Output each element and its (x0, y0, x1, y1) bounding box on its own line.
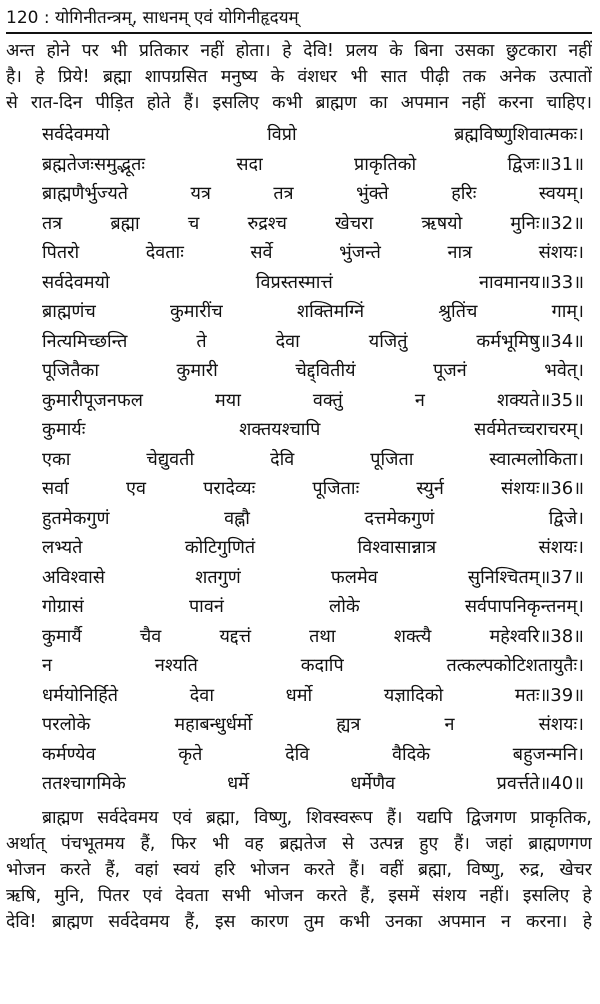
bottom-prose (6, 805, 592, 935)
verse-line (42, 150, 584, 180)
verse-word: खेचरा (335, 212, 374, 234)
verse-word: ह्यत्र (336, 714, 361, 735)
verse-word: भवेत्। (544, 360, 584, 381)
verse-word: नात्र (447, 242, 473, 263)
verse-line (42, 179, 584, 209)
verse-word: शक्त्यै (393, 625, 432, 647)
verse-word: दत्तमेकगुणं (364, 507, 435, 529)
prose-line: देवि! ब्राह्मण सर्वदेवमय हैं, इस कारण तुम कभी उनका अपमान न करना। हे (6, 911, 592, 932)
verse-word: कुमारींच (169, 301, 223, 322)
verse-word: धर्मो (285, 684, 313, 706)
verse-word: तत्र (273, 183, 294, 204)
verse-word: मुनिः॥32॥ (510, 212, 584, 234)
verse-word: सर्वदेवमयो (42, 124, 110, 145)
verse-word: परादेव्यः (203, 478, 256, 499)
verse-word: ब्रह्मा (110, 212, 140, 234)
verse-word: प्रवर्त्तते॥40॥ (496, 773, 584, 794)
verse-word: कर्मभूमिषु॥34॥ (476, 330, 584, 352)
verse-word: ब्राह्मणंच (42, 301, 96, 322)
verse-word: भुंजन्ते (339, 242, 381, 263)
verse-word: च (187, 212, 200, 234)
verse-word: ते (196, 330, 207, 352)
verse-line (42, 120, 584, 150)
verse-word: हुतमेकगुणं (42, 507, 110, 529)
verse-line (42, 740, 584, 770)
prose-line: ऋषि, मुनि, पितर एवं देवता सभी भोजन करते हैं, इसमें संशय नहीं। इसलिए हे (6, 885, 592, 906)
verse-word: तथा (309, 625, 336, 647)
verse-word: कुमार्यै (42, 625, 82, 647)
verse-word: कुमारी (176, 360, 218, 381)
verse-line (42, 769, 584, 799)
verse-word: संशयः॥36॥ (501, 478, 584, 499)
verse-word: संशयः। (538, 714, 584, 735)
verse-line (42, 504, 584, 534)
verse-line (42, 710, 584, 740)
verse-line (42, 533, 584, 563)
verse-word: स्युर्न (416, 478, 444, 499)
verse-word: धर्मयोनिर्हिते (42, 684, 119, 706)
verse-word: श्रुतिंच (438, 301, 478, 322)
verse-word: ब्रह्मविष्णुशिवात्मकः। (454, 124, 584, 145)
verse-word: न (42, 655, 52, 676)
verse-word: हरिः (451, 183, 477, 204)
verse-word: विप्रस्तस्मात्तं (255, 271, 333, 293)
verse-word: न (444, 714, 455, 735)
verse-word: धर्मेणैव (350, 773, 396, 794)
verse-word: पूजिताः (312, 478, 360, 499)
verse-word: महाबन्धुर्धर्मो (174, 714, 253, 735)
verse-word: गाम्। (551, 301, 584, 322)
verse-word: सर्वदेवमयो (42, 271, 110, 293)
verse-line (42, 268, 584, 298)
verse-word: ब्रह्मतेजःसमुद्भूतः (42, 153, 145, 175)
verse-line (42, 209, 584, 239)
verse-word: शतगुणं (195, 566, 241, 588)
verse-word: ऋषयो (421, 212, 463, 234)
verse-word: पितरो (42, 242, 80, 263)
verse-word: एव (126, 478, 146, 499)
verse-word: संशयः। (538, 242, 584, 263)
verse-line (42, 474, 584, 504)
verse-word: यत्र (190, 183, 211, 204)
verse-line (42, 327, 584, 357)
verse-word: ततश्चागमिके (42, 773, 126, 794)
verse-word: सुनिश्चितम्॥37॥ (467, 566, 584, 588)
prose-line: भोजन करते हैं, वहां स्वयं हरि भोजन करते हैं। वहीं ब्रह्मा, विष्णु, रुद्र, खेचर (6, 859, 592, 880)
verse-word: पावनं (188, 596, 224, 617)
verse-word: बहुजन्मनि। (512, 743, 584, 765)
verse-word: वह्नौ (224, 507, 250, 529)
verse-line (42, 415, 584, 445)
verse-line (42, 563, 584, 593)
verse-word: यद्दत्तं (219, 625, 252, 647)
verse-word: अविश्वासे (42, 566, 105, 588)
verse-word: देवा (189, 684, 214, 706)
verse-word: नश्यति (154, 655, 198, 676)
verse-word: विश्वासान्नात्र (357, 537, 437, 558)
verse-word: परलोके (42, 714, 91, 735)
verse-word: कदापि (300, 655, 344, 676)
verse-line (42, 356, 584, 386)
verse-word: स्वयम्। (538, 183, 584, 204)
verse-word: द्विजः॥31॥ (507, 153, 584, 175)
verse-word: पूजनं (433, 360, 467, 381)
verse-line (42, 651, 584, 681)
verse-word: संशयः। (538, 537, 584, 558)
verse-word: कोटिगुणितं (184, 537, 256, 558)
verse-word: कृते (178, 743, 203, 765)
verse-word: द्विजे। (548, 507, 584, 529)
verse-block (6, 120, 592, 799)
verse-word: वैदिके (392, 743, 431, 765)
top-prose (6, 38, 592, 116)
verse-line (42, 386, 584, 416)
prose-line: अर्थात् पंचभूतमय हैं, फिर भी वह ब्रह्मतेज से उत्पन्न हुए हैं। जहां ब्राह्मणगण (6, 833, 592, 854)
verse-word: न (414, 389, 425, 411)
verse-word: कुमार्यः (42, 419, 86, 440)
verse-word: देवताः (145, 242, 184, 263)
verse-word: विप्रो (267, 124, 297, 145)
prose-line: ब्राह्मण सर्वदेवमय एवं ब्रह्मा, विष्णु, शिवस्वरूप हैं। यद्यपि द्विजगण प्राकृतिक, (42, 807, 592, 828)
verse-word: तत्र (42, 212, 63, 234)
verse-word: फलमेव (330, 566, 378, 588)
verse-word: प्राकृतिको (354, 153, 417, 175)
verse-word: पूजितैका (42, 360, 99, 381)
prose-line: अन्त होने पर भी प्रतिकार नहीं होता। हे देवि! प्रलय के बिना उसका छुटकारा नहीं (6, 41, 592, 61)
verse-word: लभ्यते (42, 537, 83, 558)
verse-word: देवि (285, 743, 310, 765)
verse-word: सर्वे (250, 242, 273, 263)
verse-word: चेद्युवती (146, 448, 195, 470)
verse-word: तत्कल्पकोटिशतायुतैः। (446, 655, 584, 676)
verse-word: भुंक्ते (356, 183, 389, 204)
verse-line (42, 592, 584, 622)
verse-line (42, 238, 584, 268)
verse-word: मया (214, 389, 241, 411)
verse-word: शक्तयश्चापि (239, 419, 321, 440)
verse-word: चैव (139, 625, 162, 647)
verse-word: शक्यते॥35॥ (496, 389, 584, 411)
verse-word: यजितुं (368, 330, 408, 352)
verse-word: सर्वपापनिकृन्तनम्। (464, 596, 584, 617)
verse-word: सर्वा (42, 478, 69, 499)
verse-word: सदा (236, 153, 263, 175)
verse-word: देवा (275, 330, 300, 352)
verse-word: चेद्द्वितीयं (295, 360, 356, 381)
verse-word: नित्यमिच्छन्ति (42, 330, 128, 352)
verse-word: स्वात्मलोकिता। (489, 448, 584, 470)
verse-word: एका (42, 448, 71, 470)
verse-word: महेश्वरि॥38॥ (489, 625, 584, 647)
verse-word: गोग्रासं (42, 596, 84, 617)
verse-word: सर्वमेतच्चराचरम्। (474, 419, 584, 440)
verse-word: शक्तिमग्निं (296, 301, 365, 322)
verse-word: नावमानय॥33॥ (479, 271, 584, 293)
verse-word: कर्मण्येव (42, 743, 96, 765)
verse-word: देवि (270, 448, 295, 470)
verse-line (42, 622, 584, 652)
verse-word: रुद्रश्च (247, 212, 287, 234)
prose-line: है। हे प्रिये! ब्रह्मा शापग्रसित मनुष्य के वंशधर भी सात पीढ़ी तक अनेक उत्पातों (6, 67, 592, 87)
verse-word: यज्ञादिको (383, 684, 444, 706)
verse-word: मतः॥39॥ (514, 684, 584, 706)
verse-word: धर्मे (227, 773, 249, 794)
verse-line (42, 681, 584, 711)
verse-line (42, 445, 584, 475)
verse-word: कुमारीपूजनफल (42, 389, 143, 411)
prose-line: से रात-दिन पीड़ित होते हैं। इसलिए कभी ब्राह्मण का अपमान नहीं करना चाहिए। (6, 93, 592, 113)
verse-line (42, 297, 584, 327)
verse-word: लोके (328, 596, 360, 617)
verse-word: वक्तुं (312, 389, 343, 411)
verse-word: पूजिता (370, 448, 414, 470)
verse-word: ब्राह्मणैर्भुज्यते (42, 183, 129, 204)
page-header: 120 : योगिनीतन्त्रम्, साधनम् एवं योगिनीहृदयम् (6, 6, 592, 34)
